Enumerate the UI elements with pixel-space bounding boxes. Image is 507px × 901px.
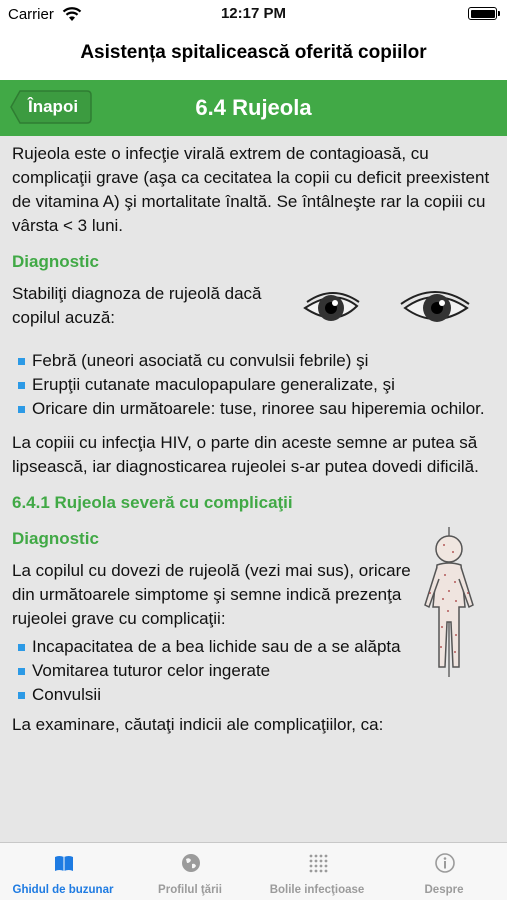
list-item: Febră (uneori asociată cu convulsii febrile) şi [12, 349, 495, 373]
list-item: Incapacitatea de a bea lichide sau de a se alăpta [12, 635, 415, 659]
complications-list [12, 635, 415, 707]
bullet-icon [18, 406, 25, 413]
tab-pocket-guide[interactable] [0, 843, 126, 901]
diagnostic2-lead: La copilul cu dovezi de rujeolă (vezi mai sus), oricare din următoarele simptome şi semne indică prezenţa rujeolei grave cu complicaţii: [12, 561, 411, 628]
section-header [0, 80, 507, 136]
diagnostic-heading: Diagnostic [12, 252, 99, 271]
tab-label: Profilul ţării [158, 884, 222, 896]
bullet-icon [18, 644, 25, 651]
battery-icon [468, 7, 497, 20]
child-figure-icon [415, 527, 485, 677]
globe-icon [180, 852, 202, 874]
tab-label: Ghidul de buzunar [12, 884, 114, 896]
bullet-icon [18, 668, 25, 675]
subsection-heading: 6.4.1 Rujeola severă cu complicaţii [12, 493, 293, 512]
tab-infectious-diseases[interactable] [254, 843, 380, 901]
status-bar [0, 0, 507, 28]
info-icon [434, 852, 456, 874]
diagnostic-list [12, 349, 495, 421]
hiv-note: La copiii cu infecţia HIV, o parte din aceste semne ar putea să lipsească, iar diagnosticarea rujeolei s-ar putea dovedi dificilă. [12, 433, 479, 476]
diagnostic2-heading: Diagnostic [12, 529, 99, 548]
tab-bar [0, 842, 507, 900]
list-item: Convulsii [12, 683, 415, 707]
back-button-label: Înapoi [28, 97, 79, 116]
child-rash-illustration [415, 527, 495, 713]
eyes-illustration [295, 282, 495, 349]
status-time: 12:17 PM [220, 5, 287, 22]
book-icon [53, 852, 75, 874]
exam-note: La examinare, căutaţi indicii ale complicaţiilor, ca: [12, 715, 384, 734]
list-item: Oricare din următoarele: tuse, rinoree sau hiperemia ochilor. [12, 397, 495, 421]
diagnostic-lead: Stabiliţi diagnoza de rujeolă dacă copilul acuză: [12, 284, 262, 327]
nav-title: Asistența spitalicească oferită copiilor [80, 42, 427, 63]
tab-label: Bolile infecţioase [269, 884, 365, 896]
intro-paragraph: Rujeola este o infecţie virală extrem de contagioasă, cu complicaţii grave (aşa ca cecitatea la copii cu deficit preexistent de vitamina A) şi mortalitate înaltă. Se întâlneşte rar la copiii cu vârsta < 3 luni. [12, 144, 490, 235]
dots-grid-icon [307, 852, 329, 874]
eye-icon [295, 282, 495, 342]
bullet-icon [18, 692, 25, 699]
bullet-icon [18, 358, 25, 365]
tab-label: Despre [424, 884, 464, 896]
bullet-icon [18, 382, 25, 389]
carrier-label: Carrier [8, 6, 54, 23]
tab-about[interactable] [381, 843, 507, 901]
list-item: Erupţii cutanate maculopapulare generalizate, şi [12, 373, 495, 397]
content-scroll-area[interactable] [0, 136, 507, 842]
list-item: Vomitarea tuturor celor ingerate [12, 659, 415, 683]
tab-country-profile[interactable] [127, 843, 253, 901]
section-title: 6.4 Rujeola [195, 95, 312, 120]
